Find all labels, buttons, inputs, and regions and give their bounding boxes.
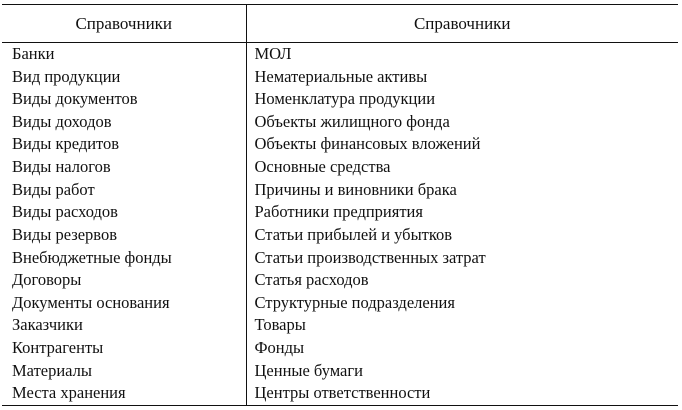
- table-row: [2, 66, 678, 89]
- table-body: [2, 43, 678, 406]
- right-cell: Объекты финансовых вложений: [254, 134, 481, 154]
- column-header-left: Справочники: [2, 5, 246, 43]
- right-cell: Работники предприятия: [254, 202, 423, 222]
- table-row: [2, 179, 678, 202]
- right-cell: Основные средства: [254, 157, 391, 177]
- left-cell: Документы основания: [2, 292, 246, 315]
- left-cell: Банки: [2, 43, 246, 66]
- left-cell: Контрагенты: [2, 337, 246, 360]
- table-row: [2, 337, 678, 360]
- table-row: [2, 43, 678, 66]
- right-cell: Статья расходов: [254, 270, 369, 290]
- left-cell: Внебюджетные фонды: [2, 247, 246, 270]
- left-cell: Виды документов: [2, 88, 246, 111]
- reference-books-table: [2, 4, 678, 406]
- table-row: [2, 382, 678, 405]
- right-cell: МОЛ: [254, 44, 292, 64]
- right-cell: Ценные бумаги: [254, 360, 363, 380]
- left-cell: Материалы: [2, 360, 246, 383]
- column-header-right: Справочники: [246, 5, 678, 43]
- right-cell: Товары: [254, 315, 306, 335]
- right-cell: Номенклатура продукции: [254, 89, 436, 109]
- right-cell: Структурные подразделения: [254, 292, 455, 312]
- left-cell: Виды работ: [2, 179, 246, 202]
- table-row: [2, 88, 678, 111]
- table-row: [2, 247, 678, 270]
- table-row: [2, 314, 678, 337]
- table-row: [2, 111, 678, 134]
- table-row: [2, 292, 678, 315]
- left-cell: Виды резервов: [2, 224, 246, 247]
- table-row: [2, 133, 678, 156]
- left-cell: Вид продукции: [2, 66, 246, 89]
- left-cell: Виды налогов: [2, 156, 246, 179]
- right-cell: Статьи прибылей и убытков: [254, 224, 453, 244]
- left-cell: Виды кредитов: [2, 133, 246, 156]
- left-cell: Договоры: [2, 269, 246, 292]
- right-cell: Нематериальные активы: [254, 66, 428, 86]
- left-cell: Виды расходов: [2, 201, 246, 224]
- left-cell: Заказчики: [2, 314, 246, 337]
- table-row: [2, 360, 678, 383]
- header-row: [2, 5, 678, 43]
- table-row: [2, 201, 678, 224]
- table-header: [2, 5, 678, 43]
- left-cell: Виды доходов: [2, 111, 246, 134]
- right-cell: Фонды: [254, 337, 305, 357]
- left-cell: Места хранения: [2, 382, 246, 405]
- table-row: [2, 224, 678, 247]
- right-cell: Объекты жилищного фонда: [254, 111, 450, 131]
- right-cell: Статьи производственных затрат: [254, 247, 486, 267]
- right-cell: Причины и виновники брака: [254, 179, 457, 199]
- table-row: [2, 269, 678, 292]
- right-cell: Центры ответственности: [246, 382, 678, 405]
- table-row: [2, 156, 678, 179]
